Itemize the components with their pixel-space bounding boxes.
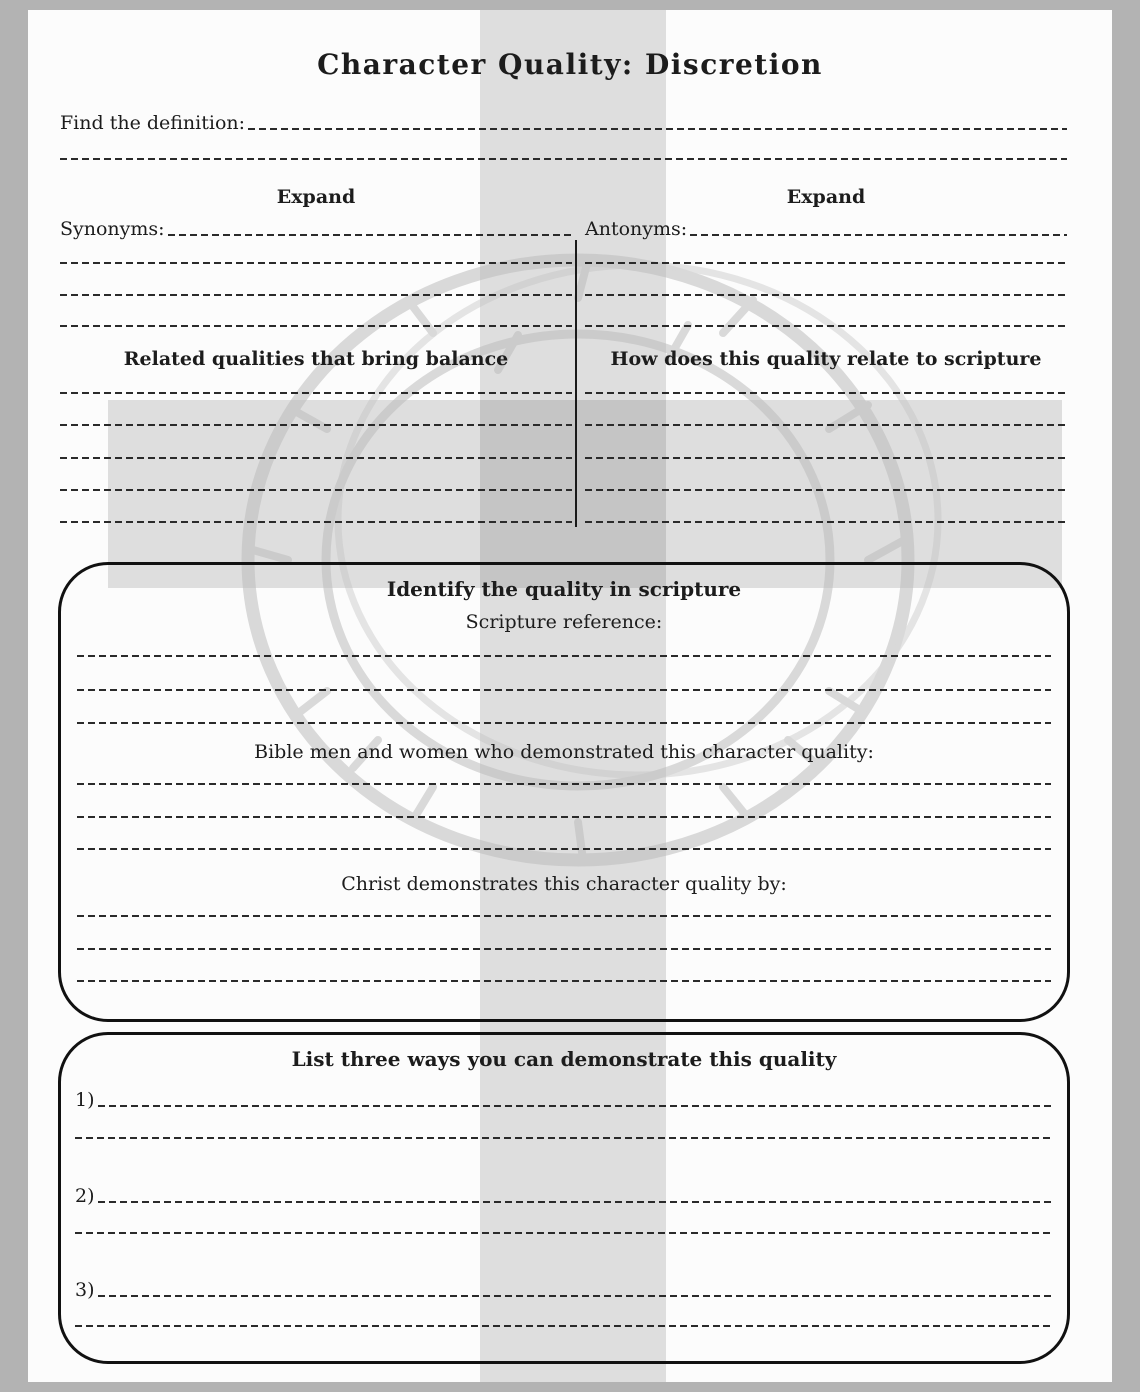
identify-quality-box [58, 562, 1070, 1022]
worksheet-content [28, 10, 1112, 1382]
related-qualities-header: Related qualities that bring balance [123, 348, 509, 370]
identify-quality-title: Identify the quality in scripture [386, 577, 742, 601]
scripture-reference-write-line[interactable] [77, 655, 1051, 657]
scripture-reference-write-line[interactable] [77, 722, 1051, 724]
way-1-write-line[interactable] [75, 1137, 1051, 1139]
related-qualities-write-line[interactable] [60, 521, 572, 523]
scripture-relation-header: How does this quality relate to scripture [610, 348, 1042, 370]
christ-demonstrates-write-line[interactable] [77, 948, 1051, 950]
synonyms-write-line[interactable] [168, 234, 572, 236]
christ-demonstrates-write-line[interactable] [77, 915, 1051, 917]
bible-people-write-line[interactable] [77, 816, 1051, 818]
way-3-write-line[interactable] [98, 1295, 1051, 1297]
synonyms-row [60, 218, 572, 240]
way-2-write-line[interactable] [98, 1201, 1051, 1203]
antonyms-write-line[interactable] [585, 325, 1067, 327]
bible-people-label: Bible men and women who demonstrated this character quality: [254, 741, 874, 763]
related-qualities-write-line[interactable] [60, 489, 572, 491]
way-2-label: 2) [75, 1185, 95, 1207]
worksheet-sheet [28, 10, 1112, 1382]
way-3-label: 3) [75, 1279, 95, 1301]
scripture-relation-write-line[interactable] [585, 424, 1067, 426]
synonyms-write-line[interactable] [60, 294, 572, 296]
related-qualities-write-line[interactable] [60, 457, 572, 459]
antonyms-column [585, 186, 1067, 531]
way-1-label: 1) [75, 1089, 95, 1111]
related-qualities-write-line[interactable] [60, 424, 572, 426]
way-1-write-line[interactable] [98, 1105, 1051, 1107]
antonyms-label: Antonyms: [585, 218, 688, 240]
christ-demonstrates-label: Christ demonstrates this character quality by: [341, 873, 787, 895]
scripture-reference-label: Scripture reference: [465, 611, 663, 633]
scripture-relation-write-line[interactable] [585, 392, 1067, 394]
scripture-reference-write-line[interactable] [77, 689, 1051, 691]
scripture-relation-write-line[interactable] [585, 457, 1067, 459]
synonyms-label: Synonyms: [60, 218, 165, 240]
way-3-write-line[interactable] [75, 1325, 1051, 1327]
way-1-row [75, 1089, 1051, 1111]
antonyms-row [585, 218, 1067, 240]
way-3-row [75, 1279, 1051, 1301]
expand-header: Expand [786, 186, 866, 208]
three-ways-box [58, 1032, 1070, 1364]
antonyms-write-line[interactable] [585, 262, 1067, 264]
scripture-relation-write-line[interactable] [585, 521, 1067, 523]
bible-people-write-line[interactable] [77, 848, 1051, 850]
definition-write-line[interactable] [60, 158, 1067, 160]
three-ways-title: List three ways you can demonstrate this quality [291, 1047, 837, 1071]
antonyms-write-line[interactable] [690, 234, 1067, 236]
expand-header: Expand [276, 186, 356, 208]
scripture-relation-write-line[interactable] [585, 489, 1067, 491]
synonyms-column [60, 186, 572, 531]
synonyms-write-line[interactable] [60, 262, 572, 264]
page-title: Character Quality: Discretion [317, 48, 823, 81]
antonyms-write-line[interactable] [585, 294, 1067, 296]
bible-people-write-line[interactable] [77, 783, 1051, 785]
related-qualities-write-line[interactable] [60, 392, 572, 394]
way-2-write-line[interactable] [75, 1232, 1051, 1234]
synonyms-write-line[interactable] [60, 325, 572, 327]
way-2-row [75, 1185, 1051, 1207]
christ-demonstrates-write-line[interactable] [77, 980, 1051, 982]
definition-write-line[interactable] [248, 128, 1067, 130]
definition-row [60, 112, 1067, 134]
definition-label: Find the definition: [60, 112, 246, 134]
column-divider [575, 240, 577, 527]
